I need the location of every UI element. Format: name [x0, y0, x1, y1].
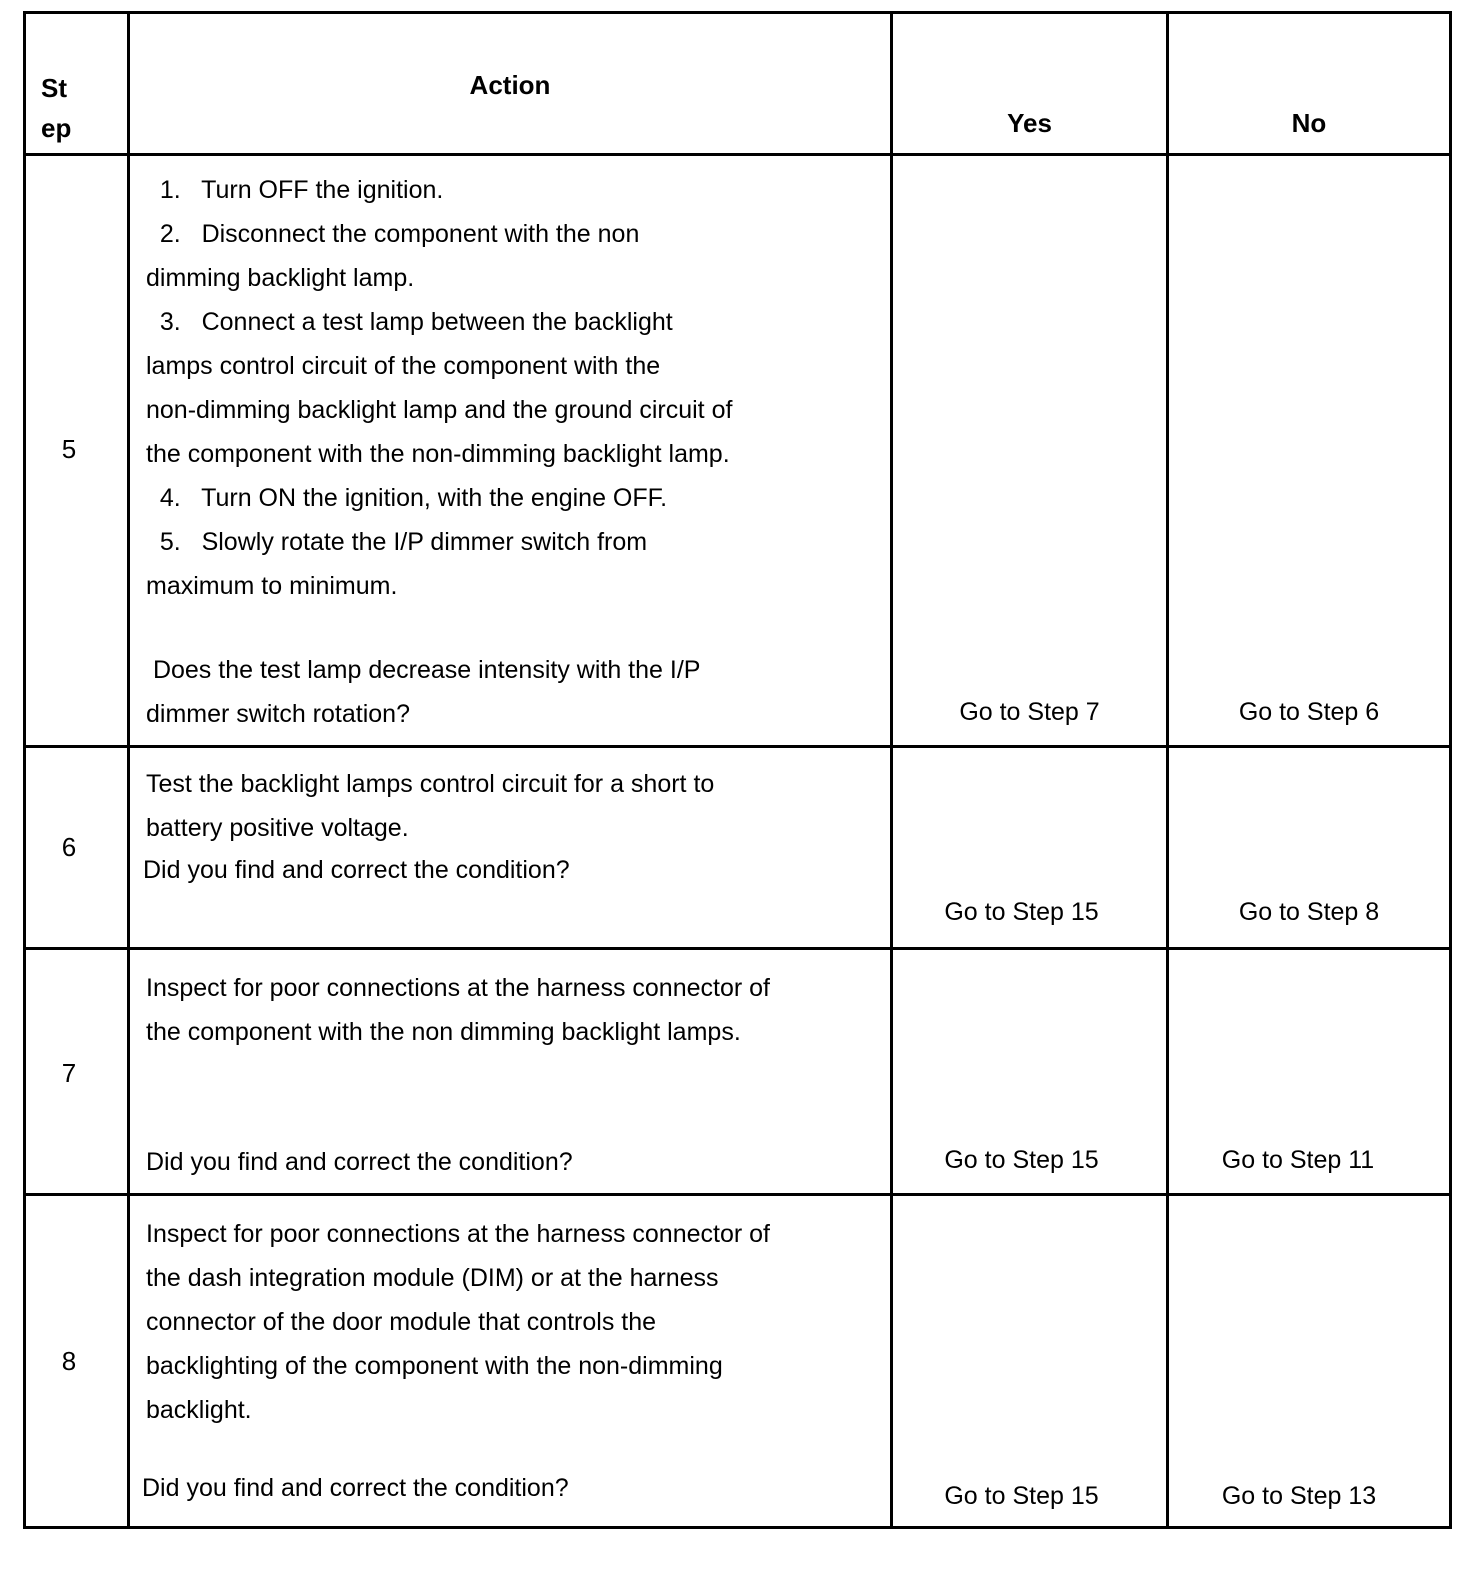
- action-line: Inspect for poor connections at the harness connector of: [146, 974, 770, 1002]
- no-cell: [1168, 155, 1451, 747]
- yes-cell: [892, 1195, 1168, 1528]
- action-line: the component with the non dimming backlight lamps.: [146, 1018, 741, 1046]
- action-line: 2. Disconnect the component with the non: [146, 220, 640, 248]
- no-result: Go to Step 8: [1238, 898, 1380, 926]
- action-text: [146, 1212, 770, 1432]
- action-line: 1. Turn OFF the ignition.: [146, 176, 444, 204]
- action-cell: [129, 1195, 892, 1528]
- header-no: No: [1291, 108, 1327, 138]
- header-yes: Yes: [1007, 108, 1052, 138]
- question-line: Did you find and correct the condition?: [142, 1474, 569, 1502]
- no-cell: [1168, 747, 1451, 949]
- yes-cell: [892, 747, 1168, 949]
- yes-result: Go to Step 7: [959, 698, 1100, 726]
- table-row: [25, 747, 1451, 949]
- no-cell: [1168, 1195, 1451, 1528]
- header-step-line1: St: [41, 73, 67, 103]
- table-row: [25, 1195, 1451, 1528]
- step-cell: [25, 155, 129, 747]
- action-line: maximum to minimum.: [146, 572, 398, 600]
- step-number: 7: [61, 1058, 77, 1088]
- question-line: Did you find and correct the condition?: [146, 1148, 573, 1176]
- action-line: backlighting of the component with the non-dimming: [146, 1352, 723, 1380]
- action-line: lamps control circuit of the component with the: [146, 352, 661, 380]
- action-line: Inspect for poor connections at the harness connector of: [146, 1220, 770, 1248]
- action-line: backlight.: [146, 1396, 252, 1424]
- action-line: the dash integration module (DIM) or at the harness: [146, 1264, 719, 1292]
- question-line: dimmer switch rotation?: [146, 700, 410, 728]
- action-line: 5. Slowly rotate the I/P dimmer switch from: [146, 528, 648, 556]
- no-result: Go to Step 13: [1221, 1482, 1377, 1510]
- action-line: Test the backlight lamps control circuit for a short to: [146, 770, 715, 798]
- yes-result: Go to Step 15: [944, 1146, 1099, 1174]
- step-cell: [25, 747, 129, 949]
- step-number: 8: [61, 1346, 77, 1376]
- action-line: 4. Turn ON the ignition, with the engine OFF.: [146, 484, 668, 512]
- step-number: 6: [61, 832, 77, 862]
- question-line: Did you find and correct the condition?: [143, 856, 570, 884]
- yes-cell: [892, 155, 1168, 747]
- action-line: 3. Connect a test lamp between the backlight: [146, 308, 673, 336]
- diagnostic-table: [23, 11, 1452, 1529]
- yes-result: Go to Step 15: [944, 1482, 1099, 1510]
- action-line: dimming backlight lamp.: [146, 264, 415, 292]
- table-row: [25, 155, 1451, 747]
- step-cell: [25, 949, 129, 1195]
- header-step-cell: [25, 13, 129, 155]
- action-line: non-dimming backlight lamp and the ground circuit of: [146, 396, 733, 424]
- action-cell: [129, 155, 892, 747]
- question-line: Does the test lamp decrease intensity with the I/P: [146, 656, 701, 684]
- yes-result: Go to Step 15: [944, 898, 1099, 926]
- header-step: [41, 68, 71, 148]
- action-question: [146, 1140, 573, 1184]
- action-text: [146, 762, 714, 850]
- header-row: [25, 13, 1451, 155]
- action-question: [146, 648, 700, 736]
- no-result: Go to Step 6: [1238, 698, 1380, 726]
- action-question: [143, 848, 570, 892]
- action-text: [146, 168, 732, 608]
- yes-cell: [892, 949, 1168, 1195]
- header-yes-cell: [892, 13, 1168, 155]
- action-line: connector of the door module that controls the: [146, 1308, 657, 1336]
- header-action-cell: [129, 13, 892, 155]
- header-no-cell: [1168, 13, 1451, 155]
- header-step-line2: ep: [41, 113, 72, 143]
- action-question: [142, 1466, 569, 1510]
- action-cell: [129, 949, 892, 1195]
- header-action: Action: [469, 70, 551, 100]
- no-cell: [1168, 949, 1451, 1195]
- step-cell: [25, 1195, 129, 1528]
- action-text: [146, 966, 770, 1054]
- no-result: Go to Step 11: [1221, 1146, 1375, 1174]
- action-line: the component with the non-dimming backlight lamp.: [146, 440, 730, 468]
- table-row: [25, 949, 1451, 1195]
- step-number: 5: [61, 434, 77, 464]
- action-line: battery positive voltage.: [146, 814, 409, 842]
- action-cell: [129, 747, 892, 949]
